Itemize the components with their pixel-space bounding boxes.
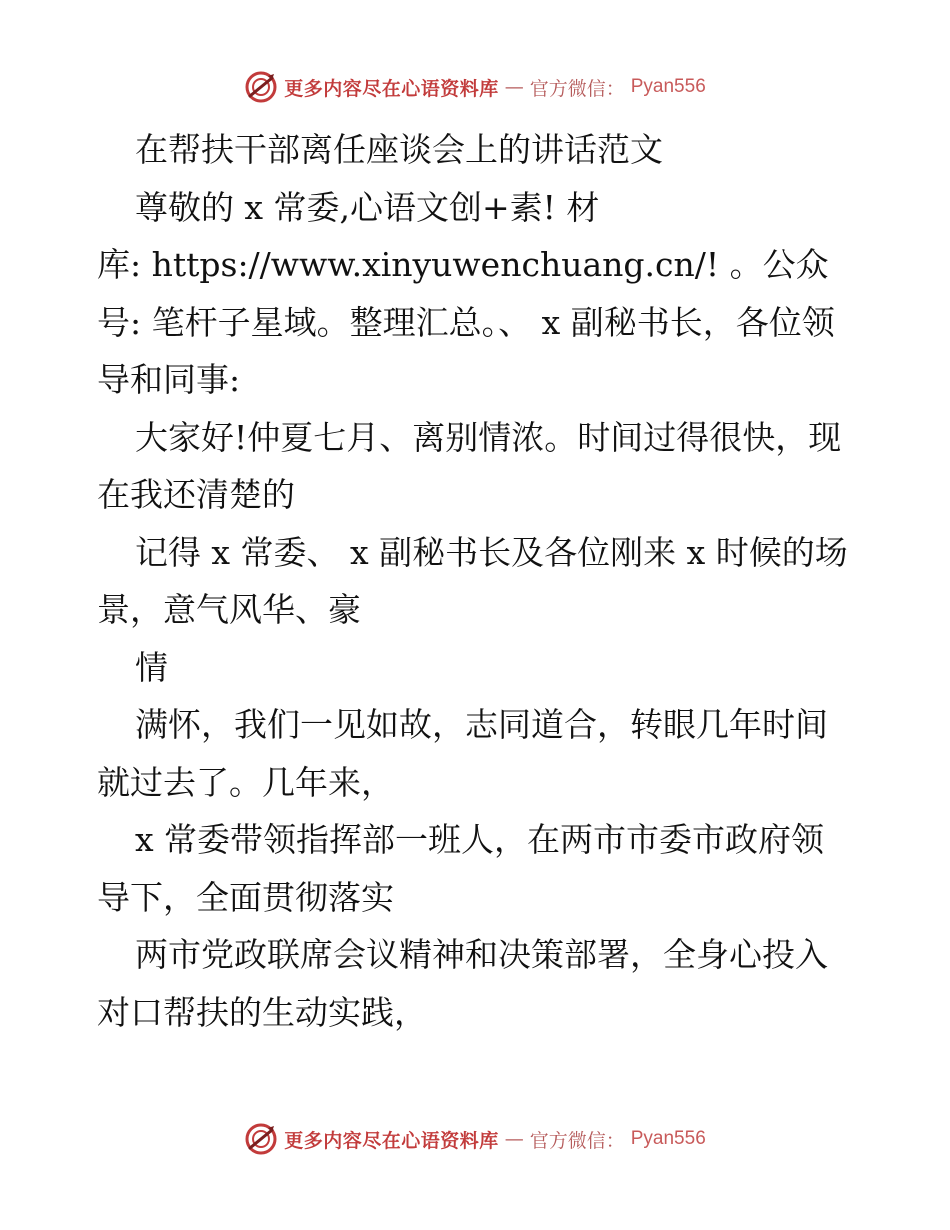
footer-watermark (0, 1122, 950, 1156)
paragraph-years: 满怀，我们一见如故，志同道合，转眼几年时间就过去了。几年来， (97, 705, 828, 802)
paragraph-practice: 两市党政联席会议精神和决策部署，全身心投入对口帮扶的生动实践， (97, 935, 828, 1032)
paragraph-memory: 记得 x 常委、 x 副秘书长及各位刚来 x 时候的场景，意气风华、豪 (97, 532, 848, 629)
watermark-separator: — (504, 1128, 524, 1150)
watermark-brand-text: 更多内容尽在心语资料库 (284, 1129, 499, 1152)
document-body (97, 121, 857, 1041)
seal-logo-icon (244, 1122, 278, 1156)
seal-logo-icon (244, 70, 278, 104)
paragraph-leadership: x 常委带领指挥部一班人，在两市市委市政府领导下，全面贯彻落实 (97, 820, 825, 917)
paragraph-salutation-1: 尊敬的 x 常委,心语文创+素! 材 (134, 187, 600, 227)
document-title: 在帮扶干部离任座谈会上的讲话范文 (134, 130, 663, 169)
paragraph-greeting: 大家好!仲夏七月、离别情浓。时间过得很快，现在我还清楚的 (97, 417, 842, 514)
paragraph-fragment: 情 (134, 647, 168, 687)
watermark-brand-text: 更多内容尽在心语资料库 (284, 77, 499, 100)
watermark-contact-label: 官方微信： (529, 77, 625, 100)
header-watermark (0, 70, 950, 104)
paragraph-salutation-2: 库: https://www.xinyuwenchuang.cn/! 。公众号: 笔杆子星域。整理汇总。、 x 副秘书长，各位领导和同事: (97, 245, 835, 399)
watermark-contact-label: 官方微信： (529, 1129, 625, 1152)
watermark-separator: — (504, 76, 524, 98)
watermark-contact-id: Pyan556 (630, 1128, 706, 1149)
watermark-contact-id: Pyan556 (630, 76, 706, 97)
